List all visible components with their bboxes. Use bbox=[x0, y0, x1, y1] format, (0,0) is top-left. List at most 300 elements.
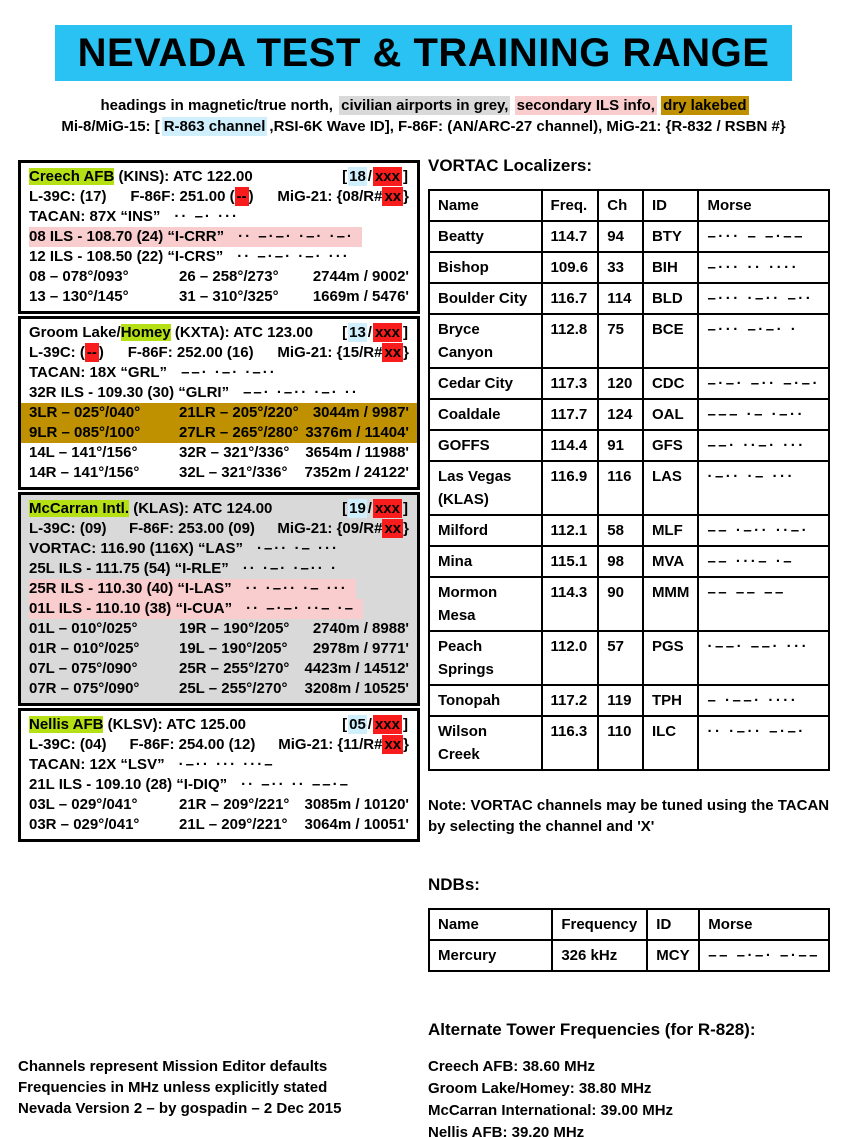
runway-length: 2978m / 9771' bbox=[312, 640, 409, 657]
vortac-row bbox=[429, 577, 829, 631]
vortac-row bbox=[429, 685, 829, 716]
nav-line-content bbox=[29, 383, 367, 403]
vortac-id: MVA bbox=[643, 546, 699, 577]
nav-line-content bbox=[29, 207, 247, 227]
nav-label: 01L ILS - 110.10 (38) “I-CUA” bbox=[29, 600, 233, 617]
vortac-id: PGS bbox=[643, 631, 699, 685]
vortac-id: BCE bbox=[643, 314, 699, 368]
vortac-frequency: 117.7 bbox=[542, 399, 599, 430]
vortac-channel: 119 bbox=[598, 685, 643, 716]
table-header-cell: Name bbox=[429, 190, 542, 221]
runway-end-1: 9LR – 085°/100° bbox=[29, 424, 141, 441]
nav-line bbox=[29, 559, 409, 579]
runway-end-1: 01L – 010°/025° bbox=[29, 620, 138, 637]
radio-label: L-39C: (17) bbox=[29, 188, 107, 205]
vortac-channel: 98 bbox=[598, 546, 643, 577]
legend-line-1 bbox=[0, 95, 847, 116]
vortac-morse: –··· – –·–– bbox=[698, 221, 829, 252]
radio-label: MiG-21: {11/R# bbox=[278, 736, 383, 753]
footer-note: Channels represent Mission Editor defaults bbox=[18, 1058, 328, 1075]
airport-header-line bbox=[29, 499, 409, 519]
badge-channel-number: 05 bbox=[349, 716, 366, 733]
airport-box bbox=[18, 708, 420, 842]
runway-end-1: 13 – 130°/145° bbox=[29, 288, 129, 305]
vortac-name: Mina bbox=[429, 546, 542, 577]
radio-line bbox=[29, 519, 409, 539]
runway-line bbox=[29, 463, 409, 483]
radio-label: F-86F: 254.00 (12) bbox=[129, 736, 256, 753]
runway-line bbox=[29, 815, 409, 835]
radio-item bbox=[129, 735, 255, 755]
table-header-cell: Name bbox=[429, 909, 552, 940]
table-header-cell: Ch bbox=[598, 190, 643, 221]
runway-end-2: 19L – 190°/205° bbox=[179, 640, 288, 657]
vortac-channel: 94 bbox=[598, 221, 643, 252]
runway-line bbox=[21, 403, 417, 423]
alt-towers-list bbox=[428, 1056, 830, 1137]
vortac-channel: 57 bbox=[598, 631, 643, 685]
legend bbox=[0, 95, 847, 137]
vortac-header-row bbox=[429, 190, 829, 221]
vortac-morse: ·–·· ·– ··· bbox=[698, 461, 829, 515]
vortac-morse: –– ···– ·– bbox=[698, 546, 829, 577]
radio-label-suffix: } bbox=[403, 344, 409, 361]
morse-code: ·· –·–· ·–· ··· bbox=[237, 248, 350, 265]
ndb-row bbox=[429, 940, 829, 971]
radio-item bbox=[278, 735, 409, 755]
nav-line bbox=[29, 775, 409, 795]
vortac-channel: 90 bbox=[598, 577, 643, 631]
badge-channel-number: 13 bbox=[349, 324, 366, 341]
vortac-frequency: 114.7 bbox=[542, 221, 599, 252]
vortac-channel: 110 bbox=[598, 716, 643, 770]
legend-radio-prefix: Mi-8/MiG-15: [ bbox=[61, 118, 160, 135]
airport-box bbox=[18, 160, 420, 314]
vortac-channel: 75 bbox=[598, 314, 643, 368]
runway-line bbox=[21, 423, 417, 443]
runway-end-2: 21L – 209°/221° bbox=[179, 816, 288, 833]
legend-headings-note: headings in magnetic/true north, bbox=[100, 97, 333, 114]
vortac-frequency: 115.1 bbox=[542, 546, 599, 577]
vortac-id: GFS bbox=[643, 430, 699, 461]
nav-label: TACAN: 18X “GRL” bbox=[29, 364, 168, 381]
radio-item bbox=[29, 519, 107, 539]
radio-item bbox=[277, 343, 409, 363]
vortac-id: BLD bbox=[643, 283, 699, 314]
badge-open-bracket: [ bbox=[342, 168, 348, 185]
radio-unknown-channel: -- bbox=[236, 188, 247, 205]
vortac-name: Peach Springs bbox=[429, 631, 542, 685]
runway-end-2: 25L – 255°/270° bbox=[179, 680, 288, 697]
ndb-id: MCY bbox=[647, 940, 699, 971]
runway-end-1: 07L – 075°/090° bbox=[29, 660, 138, 677]
alt-towers-title: Alternate Tower Frequencies (for R-828): bbox=[428, 1020, 756, 1039]
channel-badge bbox=[341, 323, 409, 343]
channel-badge bbox=[341, 499, 409, 519]
badge-close-bracket: ] bbox=[403, 324, 408, 341]
radio-item bbox=[130, 187, 253, 207]
legend-r863-channel-note: R-863 channel bbox=[163, 118, 266, 135]
vortac-channel: 124 bbox=[598, 399, 643, 430]
vortac-frequency: 109.6 bbox=[542, 252, 599, 283]
vortac-name: Wilson Creek bbox=[429, 716, 542, 770]
vortac-name: Mormon Mesa bbox=[429, 577, 542, 631]
runway-end-2: 31 – 310°/325° bbox=[179, 288, 279, 305]
vortac-section-title: VORTAC Localizers: bbox=[428, 156, 593, 175]
radio-label: L-39C: ( bbox=[29, 344, 85, 361]
vortac-row bbox=[429, 368, 829, 399]
nav-line bbox=[29, 247, 409, 267]
vortac-id: MMM bbox=[643, 577, 699, 631]
runway-end-1: 14L – 141°/156° bbox=[29, 444, 138, 461]
radio-item bbox=[277, 519, 409, 539]
morse-code: ––· ·–· ·–·· bbox=[181, 364, 277, 381]
vortac-morse: ·––· ––· ··· bbox=[698, 631, 829, 685]
title-banner bbox=[55, 25, 792, 81]
radio-label: MiG-21: {08/R# bbox=[277, 188, 383, 205]
vortac-channel: 120 bbox=[598, 368, 643, 399]
airport-name: Nellis AFB bbox=[29, 716, 104, 733]
vortac-channel: 58 bbox=[598, 515, 643, 546]
runway-length: 2744m / 9002' bbox=[312, 268, 409, 285]
badge-unknown-channel: xxx bbox=[374, 500, 400, 517]
badge-close-bracket: ] bbox=[403, 500, 408, 517]
alt-tower-frequency: Groom Lake/Homey: 38.80 MHz bbox=[428, 1080, 652, 1097]
airport-title bbox=[29, 715, 246, 735]
table-header-cell: ID bbox=[643, 190, 699, 221]
vortac-name: Las Vegas (KLAS) bbox=[429, 461, 542, 515]
runway-length: 3044m / 9987' bbox=[312, 404, 409, 421]
channel-badge bbox=[341, 715, 409, 735]
table-header-cell: Morse bbox=[698, 190, 829, 221]
vortac-channel: 116 bbox=[598, 461, 643, 515]
vortac-table bbox=[428, 189, 830, 771]
badge-separator: / bbox=[367, 716, 372, 733]
runway-line bbox=[29, 267, 409, 287]
nav-label: VORTAC: 116.90 (116X) “LAS” bbox=[29, 540, 243, 557]
radio-label: F-86F: 253.00 (09) bbox=[129, 520, 255, 537]
airport-name: Creech AFB bbox=[29, 168, 115, 185]
morse-code: ·· –·–· ·–· ·–· bbox=[238, 228, 354, 245]
footer-note: Frequencies in MHz unless explicitly stated bbox=[18, 1079, 328, 1096]
vortac-frequency: 114.3 bbox=[542, 577, 599, 631]
vortac-row bbox=[429, 430, 829, 461]
airport-column bbox=[18, 160, 420, 844]
airport-atc-frequency: (KXTA): ATC 123.00 bbox=[170, 324, 313, 341]
runway-length: 2740m / 8988' bbox=[312, 620, 409, 637]
vortac-frequency: 114.4 bbox=[542, 430, 599, 461]
vortac-morse: ·· ·–·· –·–· bbox=[698, 716, 829, 770]
radio-label-suffix: } bbox=[403, 188, 409, 205]
nav-line-content bbox=[29, 247, 358, 267]
vortac-frequency: 116.9 bbox=[542, 461, 599, 515]
morse-code: ––· ·–·· ·–· ·· bbox=[243, 384, 359, 401]
runway-length: 3064m / 10051' bbox=[304, 816, 409, 833]
runway-end-1: 03L – 029°/041° bbox=[29, 796, 138, 813]
page-title: NEVADA TEST & TRAINING RANGE bbox=[77, 30, 770, 75]
legend-dry-lakebed-note: dry lakebed bbox=[663, 97, 747, 114]
radio-label: L-39C: (04) bbox=[29, 736, 107, 753]
radio-label: MiG-21: {15/R# bbox=[277, 344, 383, 361]
morse-code: ·–·· ·– ··· bbox=[256, 540, 339, 557]
runway-end-2: 25R – 255°/270° bbox=[179, 660, 290, 677]
table-header-cell: Morse bbox=[699, 909, 829, 940]
alt-tower-frequency: McCarran International: 39.00 MHz bbox=[428, 1102, 674, 1119]
morse-code: ·–·· ··· ···– bbox=[178, 756, 275, 773]
vortac-row bbox=[429, 252, 829, 283]
vortac-name: Tonopah bbox=[429, 685, 542, 716]
vortac-id: CDC bbox=[643, 368, 699, 399]
vortac-row bbox=[429, 515, 829, 546]
vortac-frequency: 117.3 bbox=[542, 368, 599, 399]
badge-separator: / bbox=[367, 324, 372, 341]
airport-name: McCarran Intl. bbox=[29, 500, 130, 517]
radio-label: F-86F: 252.00 (16) bbox=[127, 344, 254, 361]
footer-note: Nevada Version 2 – by gospadin – 2 Dec 2015 bbox=[18, 1100, 342, 1117]
table-header-cell: Freq. bbox=[542, 190, 599, 221]
morse-code: ·· ·–·· ·– ··· bbox=[245, 580, 348, 597]
nav-line-content bbox=[29, 775, 358, 795]
nav-line-content bbox=[29, 579, 356, 599]
radio-line bbox=[29, 187, 409, 207]
runway-length: 3208m / 10525' bbox=[304, 680, 409, 697]
nav-line-content bbox=[29, 599, 363, 619]
vortac-row bbox=[429, 283, 829, 314]
nav-line-content bbox=[29, 539, 347, 559]
vortac-id: BIH bbox=[643, 252, 699, 283]
vortac-channel: 91 bbox=[598, 430, 643, 461]
nav-line-content bbox=[29, 755, 283, 775]
nav-line bbox=[29, 363, 409, 383]
radio-item bbox=[29, 187, 107, 207]
airport-header-line bbox=[29, 715, 409, 735]
vortac-row bbox=[429, 399, 829, 430]
airport-atc-frequency: (KLSV): ATC 125.00 bbox=[103, 716, 246, 733]
ndb-table bbox=[428, 908, 830, 972]
radio-item bbox=[29, 735, 107, 755]
vortac-name: Bishop bbox=[429, 252, 542, 283]
badge-unknown-channel: xxx bbox=[374, 716, 400, 733]
vortac-name: Coaldale bbox=[429, 399, 542, 430]
runway-end-2: 21LR – 205°/220° bbox=[179, 404, 299, 421]
morse-code: ·· ·–· ·–·· · bbox=[242, 560, 338, 577]
radio-label-suffix: ) bbox=[248, 188, 254, 205]
vortac-name: Cedar City bbox=[429, 368, 542, 399]
airport-atc-frequency: (KINS): ATC 122.00 bbox=[114, 168, 253, 185]
vortac-channel: 114 bbox=[598, 283, 643, 314]
vortac-frequency: 116.7 bbox=[542, 283, 599, 314]
runway-line bbox=[29, 287, 409, 307]
vortac-morse: ––· ··–· ··· bbox=[698, 430, 829, 461]
ndb-name: Mercury bbox=[429, 940, 552, 971]
nav-label: 25L ILS - 111.75 (54) “I-RLE” bbox=[29, 560, 229, 577]
runway-length: 3085m / 10120' bbox=[304, 796, 409, 813]
vortac-frequency: 117.2 bbox=[542, 685, 599, 716]
runway-line bbox=[29, 679, 409, 699]
nav-label: 12 ILS - 108.50 (22) “I-CRS” bbox=[29, 248, 224, 265]
vortac-frequency: 112.8 bbox=[542, 314, 599, 368]
nav-line bbox=[29, 227, 409, 247]
runway-end-2: 27LR – 265°/280° bbox=[179, 424, 299, 441]
nav-line-content bbox=[29, 559, 346, 579]
nav-line bbox=[29, 207, 409, 227]
nav-line-content bbox=[29, 227, 362, 247]
runway-line bbox=[29, 619, 409, 639]
nav-line bbox=[29, 579, 409, 599]
vortac-id: OAL bbox=[643, 399, 699, 430]
airport-box bbox=[18, 492, 420, 706]
vortac-frequency: 116.3 bbox=[542, 716, 599, 770]
radio-item bbox=[29, 343, 104, 363]
vortac-name: GOFFS bbox=[429, 430, 542, 461]
vortac-row bbox=[429, 546, 829, 577]
vortac-row bbox=[429, 221, 829, 252]
legend-line-2 bbox=[0, 116, 847, 137]
badge-close-bracket: ] bbox=[403, 168, 408, 185]
runway-end-1: 08 – 078°/093° bbox=[29, 268, 129, 285]
vortac-id: BTY bbox=[643, 221, 699, 252]
badge-open-bracket: [ bbox=[342, 716, 348, 733]
airport-atc-frequency: (KLAS): ATC 124.00 bbox=[129, 500, 273, 517]
vortac-note: Note: VORTAC channels may be tuned using the TACAN by selecting the channel and 'X' bbox=[428, 797, 830, 835]
vortac-row bbox=[429, 631, 829, 685]
vortac-id: LAS bbox=[643, 461, 699, 515]
runway-end-1: 3LR – 025°/040° bbox=[29, 404, 141, 421]
badge-close-bracket: ] bbox=[403, 716, 408, 733]
vortac-row bbox=[429, 314, 829, 368]
runway-length: 7352m / 24122' bbox=[304, 464, 409, 481]
nav-label: 32R ILS - 109.30 (30) “GLRI” bbox=[29, 384, 230, 401]
airport-title bbox=[29, 167, 253, 187]
radio-item bbox=[277, 187, 409, 207]
nav-label: TACAN: 87X “INS” bbox=[29, 208, 161, 225]
radio-line bbox=[29, 735, 409, 755]
badge-separator: / bbox=[367, 168, 372, 185]
badge-separator: / bbox=[367, 500, 372, 517]
alt-tower-frequency: Nellis AFB: 39.20 MHz bbox=[428, 1124, 585, 1137]
vortac-morse: –·–· –·· –·–· bbox=[698, 368, 829, 399]
runway-end-2: 26 – 258°/273° bbox=[179, 268, 279, 285]
badge-channel-number: 19 bbox=[349, 500, 366, 517]
runway-end-2: 19R – 190°/205° bbox=[179, 620, 290, 637]
vortac-name: Milford bbox=[429, 515, 542, 546]
radio-unknown-channel: xx bbox=[384, 520, 402, 537]
radio-unknown-channel: xx bbox=[384, 344, 402, 361]
nav-label: 08 ILS - 108.70 (24) “I-CRR” bbox=[29, 228, 225, 245]
ndb-section-title: NDBs: bbox=[428, 875, 480, 894]
vortac-morse: – ·––· ···· bbox=[698, 685, 829, 716]
runway-end-2: 32L – 321°/336° bbox=[179, 464, 288, 481]
runway-end-1: 07R – 075°/090° bbox=[29, 680, 140, 697]
runway-line bbox=[29, 639, 409, 659]
airport-title bbox=[29, 499, 272, 519]
radio-item bbox=[129, 519, 255, 539]
nav-label: TACAN: 12X “LSV” bbox=[29, 756, 165, 773]
vortac-id: TPH bbox=[643, 685, 699, 716]
radio-line bbox=[29, 343, 409, 363]
ndb-frequency: 326 kHz bbox=[552, 940, 647, 971]
channel-badge bbox=[341, 167, 409, 187]
radio-label-suffix: } bbox=[403, 736, 409, 753]
runway-end-2: 21R – 209°/221° bbox=[179, 796, 290, 813]
airport-header-line bbox=[29, 167, 409, 187]
vortac-id: MLF bbox=[643, 515, 699, 546]
vortac-morse: –– –– –– bbox=[698, 577, 829, 631]
vortac-name: Bryce Canyon bbox=[429, 314, 542, 368]
radio-unknown-channel: xx bbox=[384, 736, 402, 753]
nav-line bbox=[29, 755, 409, 775]
airport-name: Homey bbox=[120, 324, 171, 341]
runway-end-1: 14R – 141°/156° bbox=[29, 464, 140, 481]
badge-open-bracket: [ bbox=[342, 500, 348, 517]
runway-line bbox=[29, 795, 409, 815]
badge-channel-number: 18 bbox=[349, 168, 366, 185]
vortac-morse: –··· ·· ···· bbox=[698, 252, 829, 283]
legend-radio-suffix: ,RSI-6K Wave ID], F-86F: (AN/ARC-27 channel), MiG-21: {R-832 / RSBN #} bbox=[269, 118, 786, 135]
radio-unknown-channel: -- bbox=[86, 344, 97, 361]
badge-unknown-channel: xxx bbox=[374, 324, 400, 341]
runway-end-2: 32R – 321°/336° bbox=[179, 444, 290, 461]
nav-line bbox=[29, 383, 409, 403]
nav-line-content bbox=[29, 363, 285, 383]
vortac-channel: 33 bbox=[598, 252, 643, 283]
radio-unknown-channel: xx bbox=[384, 188, 402, 205]
vortac-morse: ––– ·– ·–·· bbox=[698, 399, 829, 430]
radio-label-suffix: } bbox=[403, 520, 409, 537]
table-header-cell: ID bbox=[647, 909, 699, 940]
morse-code: ·· –·· ·· ––·– bbox=[241, 776, 350, 793]
nav-aids-column bbox=[428, 156, 830, 1137]
vortac-id: ILC bbox=[643, 716, 699, 770]
legend-secondary-ils-note: secondary ILS info, bbox=[516, 97, 655, 114]
vortac-frequency: 112.1 bbox=[542, 515, 599, 546]
runway-length: 4423m / 14512' bbox=[304, 660, 409, 677]
radio-item bbox=[128, 343, 254, 363]
ndb-header-row bbox=[429, 909, 829, 940]
badge-unknown-channel: xxx bbox=[374, 168, 400, 185]
airport-box bbox=[18, 316, 420, 490]
runway-line bbox=[29, 659, 409, 679]
radio-label: F-86F: 251.00 ( bbox=[130, 188, 235, 205]
morse-code: ·· –·–· ··– ·– bbox=[246, 600, 355, 617]
runway-end-1: 03R – 029°/041° bbox=[29, 816, 140, 833]
runway-length: 3376m / 11404' bbox=[305, 424, 409, 441]
vortac-morse: –··· ·–·· –·· bbox=[698, 283, 829, 314]
ndb-morse: –– –·–· –·–– bbox=[699, 940, 829, 971]
airport-name-prefix: Groom Lake/ bbox=[29, 324, 121, 341]
alt-tower-frequency: Creech AFB: 38.60 MHz bbox=[428, 1058, 595, 1075]
nav-line bbox=[29, 599, 409, 619]
vortac-name: Beatty bbox=[429, 221, 542, 252]
runway-length: 1669m / 5476' bbox=[312, 288, 409, 305]
nav-line bbox=[29, 539, 409, 559]
radio-label: MiG-21: {09/R# bbox=[277, 520, 383, 537]
vortac-morse: –··· –·–· · bbox=[698, 314, 829, 368]
vortac-row bbox=[429, 461, 829, 515]
airport-header-line bbox=[29, 323, 409, 343]
table-header-cell: Frequency bbox=[552, 909, 647, 940]
badge-open-bracket: [ bbox=[342, 324, 348, 341]
airport-title bbox=[29, 323, 313, 343]
vortac-name: Boulder City bbox=[429, 283, 542, 314]
radio-label-suffix: ) bbox=[98, 344, 104, 361]
footer-notes bbox=[18, 1056, 342, 1119]
runway-line bbox=[29, 443, 409, 463]
nav-label: 21L ILS - 109.10 (28) “I-DIQ” bbox=[29, 776, 228, 793]
legend-civilian-note: civilian airports in grey, bbox=[341, 97, 509, 114]
radio-label: L-39C: (09) bbox=[29, 520, 107, 537]
runway-length: 3654m / 11988' bbox=[305, 444, 409, 461]
